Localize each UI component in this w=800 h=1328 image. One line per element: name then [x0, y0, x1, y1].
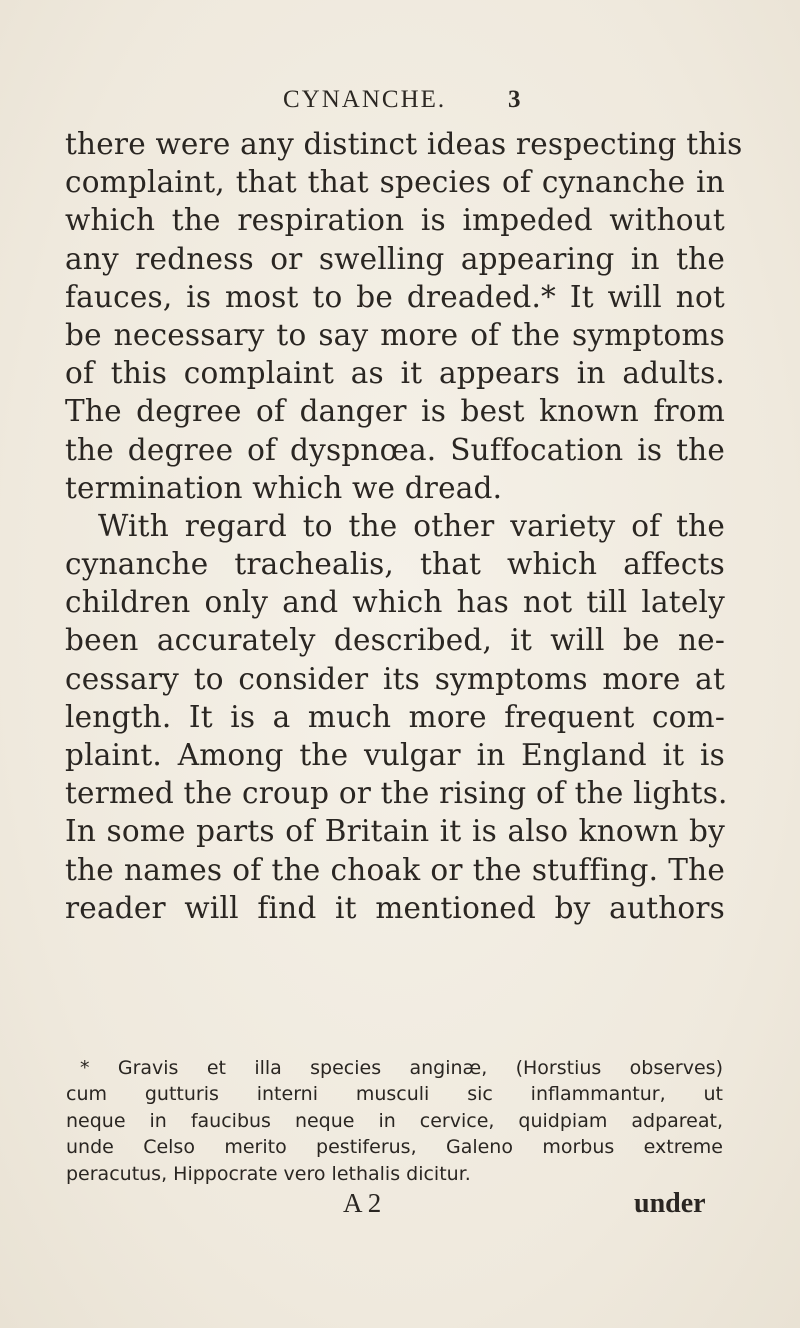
footnote-line: peracutus, Hippocrate vero lethalis dicitur.	[66, 1162, 471, 1185]
catchword: under	[634, 1188, 706, 1219]
text-line: In some parts of Britain it is also known by	[65, 814, 725, 849]
text-line: the degree of dyspnœa. Suffocation is the	[65, 432, 725, 467]
footnote-line: neque in faucibus neque in cervice, quidpiam adpareat,	[66, 1109, 723, 1132]
text-line: The degree of danger is best known from	[65, 394, 725, 429]
text-line: length. It is a much more frequent com-	[65, 699, 725, 734]
text-line: the names of the choak or the stuffing. The	[65, 852, 725, 887]
text-line: cynanche trachealis, that which affects	[65, 547, 725, 582]
footnote-line: unde Celso merito pestiferus, Galeno morbus extreme	[66, 1136, 723, 1159]
text-line: which the respiration is impeded without	[65, 203, 725, 238]
running-head	[0, 86, 800, 118]
page-number: 3	[508, 86, 521, 113]
footnote-line: * Gravis et illa species anginæ, (Horstius observes)	[80, 1057, 723, 1079]
text-line: plaint. Among the vulgar in England it is	[65, 738, 725, 772]
footnote-line: cum gutturis interni musculi sic inflammantur, ut	[66, 1083, 723, 1106]
text-line: be necessary to say more of the symptoms	[65, 317, 725, 352]
text-line: reader will find it mentioned by authors	[65, 890, 725, 925]
text-line: of this complaint as it appears in adults.	[65, 356, 725, 391]
text-line: there were any distinct ideas respecting this	[65, 127, 743, 161]
text-line: fauces, is most to be dreaded.* It will not	[65, 279, 725, 314]
text-line: cessary to consider its symptoms more at	[65, 661, 725, 696]
footnote	[66, 1055, 723, 1187]
signature-mark: A 2	[343, 1188, 382, 1218]
text-line: termed the croup or the rising of the lights.	[65, 776, 728, 811]
text-line: children only and which has not till lately	[65, 585, 725, 620]
text-line: termination which we dread.	[65, 470, 503, 505]
text-line: any redness or swelling appearing in the	[65, 241, 725, 276]
text-line: complaint, that that species of cynanche in	[65, 165, 725, 200]
text-line: been accurately described, it will be ne-	[65, 623, 725, 658]
body-text	[65, 125, 743, 927]
running-title: CYNANCHE.	[283, 86, 447, 113]
text-line: With regard to the other variety of the	[98, 508, 725, 543]
